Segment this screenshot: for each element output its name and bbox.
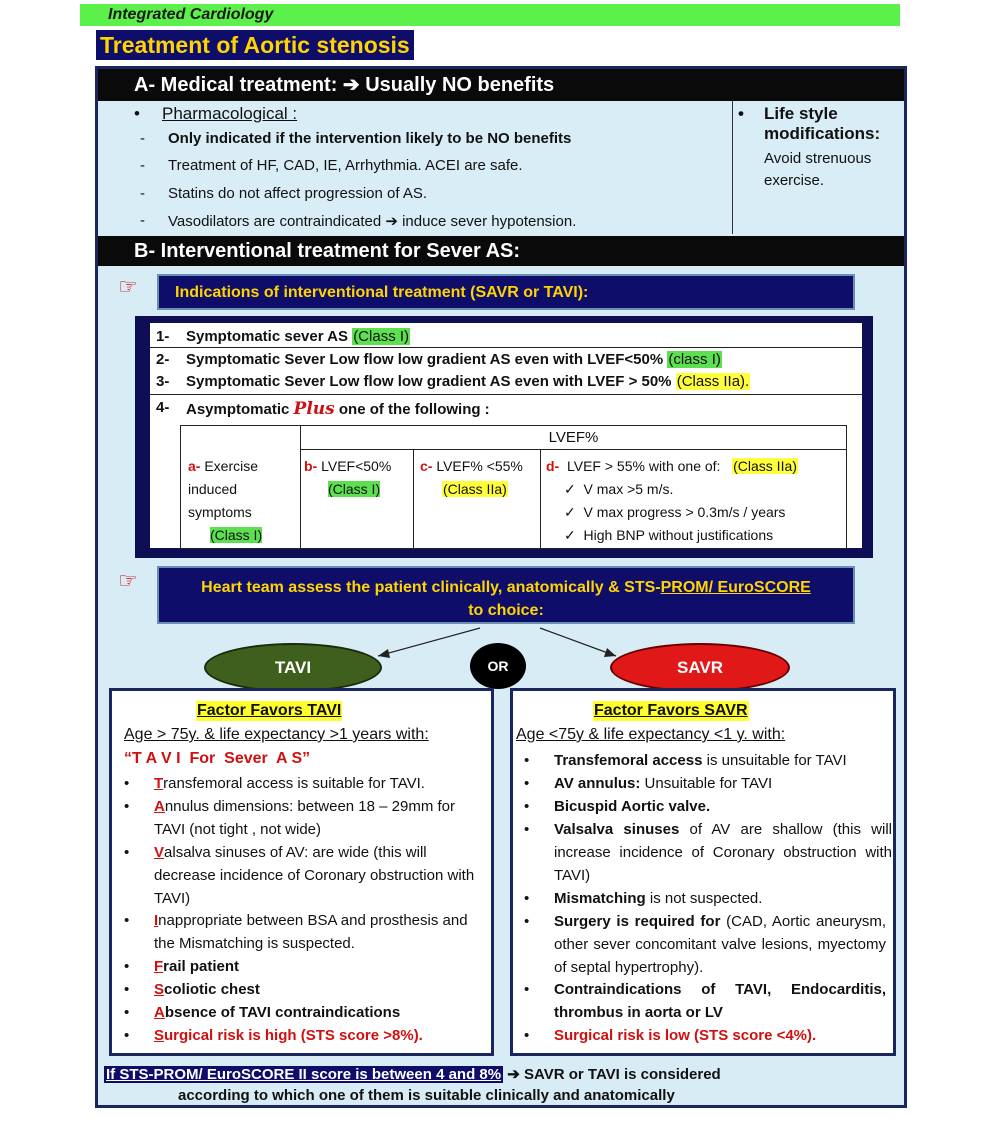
cell-d: d- LVEF > 55% with one of: (Class IIa) ✓ V max >5 m/s. ✓ V max progress > 0.3m/s / years ✓ High BNP without justifications xyxy=(546,458,797,543)
check-icon: ✓ xyxy=(564,504,576,520)
section-a-heading: A- Medical treatment: ➔ Usually NO benefits xyxy=(98,69,904,101)
savr-age: Age <75y & life expectancy <1 y. with: xyxy=(516,726,786,743)
lvef-header: LVEF% xyxy=(548,429,599,446)
class-badge: (Class I) xyxy=(353,328,410,345)
cell-a: a- Exercise induced symptoms (Class I) xyxy=(188,458,263,543)
cell-b: b- LVEF<50% (Class I) xyxy=(304,458,392,497)
pharm-heading-text: Pharmacological : xyxy=(162,104,298,123)
or-badge: OR xyxy=(470,643,526,689)
check-icon: ✓ xyxy=(564,481,576,497)
bullet-icon: • xyxy=(134,104,140,123)
tavi-box-title: Factor Favors TAVI xyxy=(197,702,342,719)
cell-c: c- LVEF% <55% (Class IIa) xyxy=(420,458,523,497)
section-b-heading: B- Interventional treatment for Sever AS: xyxy=(98,236,904,266)
savr-option: SAVR xyxy=(610,643,790,692)
footer-highlight: If STS-PROM/ EuroSCORE II score is between 4 and 8% xyxy=(106,1066,502,1083)
pointing-hand-icon: ☞ xyxy=(118,568,138,593)
lifestyle-text: Avoid strenuous exercise. xyxy=(764,150,872,189)
class-badge: (Class I) xyxy=(328,481,381,497)
bullet-icon: • xyxy=(738,104,744,123)
tavi-mnemonic: “T A V I For Sever A S” xyxy=(124,750,311,767)
page-title: Treatment of Aortic stenosis xyxy=(96,30,414,60)
class-badge: (Class IIa). xyxy=(676,373,750,390)
class-badge: (class I) xyxy=(668,351,721,368)
footer-note: If STS-PROM/ EuroSCORE II score is between 4 and 8% ➔ SAVR or TAVI is considered according to which one of them is suitable clinically and anatomically xyxy=(106,1066,721,1104)
lifestyle-heading: Life style modifications: xyxy=(764,104,881,143)
check-icon: ✓ xyxy=(564,527,576,543)
savr-box-title: Factor Favors SAVR xyxy=(594,702,748,719)
plus-word: Plus xyxy=(293,399,335,419)
indications-heading: Indications of interventional treatment (SAVR or TAVI): xyxy=(157,274,855,310)
heart-team-callout: Heart team assess the patient clinically, anatomically & STS-PROM/ EuroSCORE to choice: xyxy=(157,566,855,624)
tavi-option: TAVI xyxy=(204,643,382,692)
tavi-age: Age > 75y. & life expectancy >1 years with: xyxy=(124,726,429,743)
class-badge: (Class IIa) xyxy=(733,458,797,474)
class-badge: (Class IIa) xyxy=(443,481,507,497)
class-badge: (Class I) xyxy=(210,527,263,543)
course-banner: Integrated Cardiology xyxy=(80,4,900,26)
pointing-hand-icon: ☞ xyxy=(118,274,138,299)
